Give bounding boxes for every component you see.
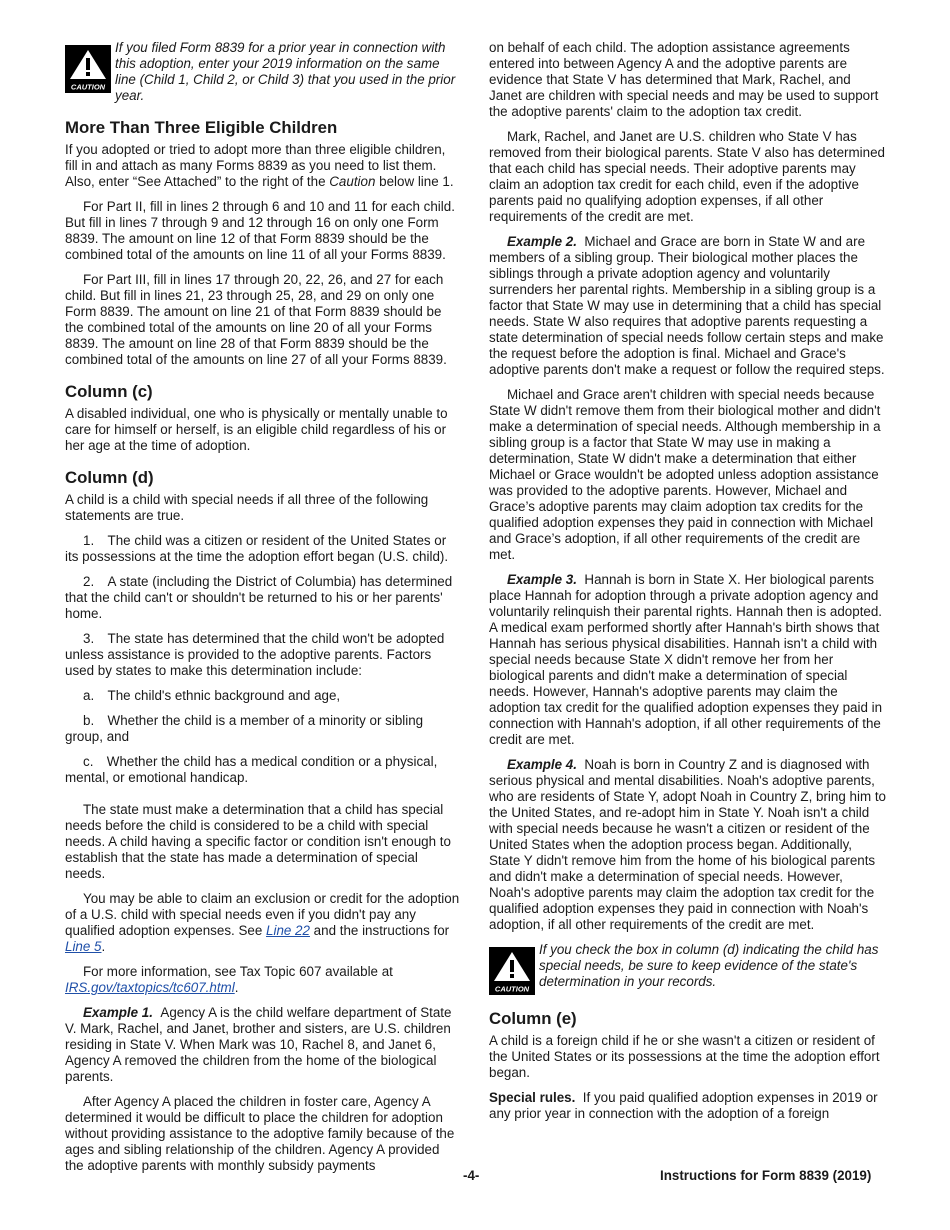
example-1: Example 1. Agency A is the child welfare department of State V. Mark, Rachel, and Janet, brother and sisters, are U.S. children residing in State V. When Mark was 10, Rachel 8, and Janet 6, Agency A removed the children from the home of the biological parents. [65, 1005, 452, 1084]
paragraph: A disabled individual, one who is physically or mentally unable to care for himself or herself, is an eligible child regardless of his or her age at the time of adoption. [65, 406, 448, 453]
heading-more-than-three: More Than Three Eligible Children [65, 118, 338, 137]
heading-column-c: Column (c) [65, 382, 153, 401]
caution-text: If you filed Form 8839 for a prior year in connection with this adoption, enter your 2019 information on the same line (Child 1, Child 2, or Child 3) that you used in the prior year. [115, 40, 456, 103]
example-label: Example 4. [507, 757, 577, 772]
caution-icon-label: CAUTION [494, 984, 530, 994]
example-4: Example 4. Noah is born in Country Z and is diagnosed with serious physical and mental disabilities. Noah's adoptive parents, who are residents of State Y, adopt Noah in Country Z, bring him to the United States, and re-adopt him in State Y. Noah isn't a child with special needs because he wasn't a citizen or resident of the United States when the adoption process began. Additionally, State Y didn't remove him from the home of his biological parents and didn't make a determination of special needs. However, Noah's adoptive parents may claim the adoption tax credit for the qualified adoption expenses they paid in connection with Noah's adoption, if all other requirements of the credit are met. [489, 757, 886, 932]
paragraph: For Part II, fill in lines 2 through 6 and 10 and 11 for each child. But fill in lines 7 through 9 and 12 through 16 on only one Form 8839. The amount on line 12 of that Form 8839 should be the combined total of the amounts on line 11 of all your Forms 8839. [65, 199, 455, 262]
example-3: Example 3. Hannah is born in State X. Her biological parents place Hannah for adoption through a private adoption agency and voluntarily relinquish their parental rights. Hannah then is adopted. A medical exam performed shortly after Hannah's birth shows that Hannah has serious physical disabilities. Hannah isn't a child with special needs because State X didn't remove her from her biological parents and didn't make a determination of special needs. However, Hannah's adoptive parents may claim the adoption tax credit for the qualified adoption expenses they paid in connection with Hannah's adoption, if all other requirements of the credit are met. [489, 572, 883, 747]
list-item: c. Whether the child has a medical condition or a physical, mental, or emotional handicap. [65, 754, 438, 785]
list-item: 3. The state has determined that the child won't be adopted unless assistance is provided to the adoptive parents. Factors used by states to make this determination include: [65, 631, 445, 678]
special-rules-label: Special rules. [489, 1090, 576, 1105]
example-label: Example 3. [507, 572, 577, 587]
left-column [65, 40, 461, 1183]
list-item: 2. A state (including the District of Columbia) has determined that the child can't or shouldn't be returned to his or her parents' home. [65, 574, 453, 621]
heading-column-d: Column (d) [65, 468, 154, 487]
paragraph: You may be able to claim an exclusion or credit for the adoption of a U.S. child with special needs even if you didn't pay any qualified adoption expenses. See Line 22 and the instructions for Line 5. [65, 891, 460, 954]
caution-icon [65, 45, 111, 93]
link-tax-topic-607[interactable]: IRS.gov/taxtopics/tc607.html [65, 980, 235, 995]
paragraph: If you adopted or tried to adopt more than three eligible children, fill in and attach as many Forms 8839 as you need to list them. Also, enter “See Attached” to the right of the Caution below line 1. [65, 142, 454, 189]
caution-text: If you check the box in column (d) indicating the child has special needs, be sure to keep evidence of the state's determination in your records. [539, 942, 879, 989]
paragraph: A child is a foreign child if he or she wasn't a citizen or resident of the United States or its possessions at the time the adoption effort began. [489, 1033, 880, 1080]
paragraph: Mark, Rachel, and Janet are U.S. children who State V has removed from their biological parents. State V also has determined that each child has special needs. Their adoptive parents may claim an adoption tax credit for each child, even if the adoptive parents paid no qualifying adoption expenses, if all other requirements of the credit are met. [489, 129, 885, 224]
right-column [489, 40, 886, 1131]
paragraph: After Agency A placed the children in foster care, Agency A determined it would be difficult to place the children for adoption without providing assistance to the adoptive family because of the ages and sibling relationship of the children. Agency A provided the adoptive parents with monthly subsidy payments [65, 1094, 455, 1173]
caution-note-prior-year [65, 40, 461, 104]
list-item: b. Whether the child is a member of a minority or sibling group, and [65, 713, 424, 744]
example-label: Example 2. [507, 234, 577, 249]
link-line-5[interactable]: Line 5 [65, 939, 102, 954]
paragraph: A child is a child with special needs if all three of the following statements are true. [65, 492, 429, 523]
special-rules: Special rules. If you paid qualified adoption expenses in 2019 or any prior year in connection with the adoption of a foreign [489, 1090, 878, 1121]
paragraph: Michael and Grace aren't children with special needs because State W didn't remove them from their biological mother and didn't make a determination of special needs. Although membership in a sibling group is a factor that State W may use in making a determination, State W didn't make a determination that either Michael or Grace wouldn't be adopted unless adoption assistance was provided to the adoptive parents. However, Michael and Grace’s adoptive parents may claim adoption tax credits for the qualified adoption expenses they paid in connection with Michael and Grace’s adoption, if all other requirements of the credit are met. [489, 387, 881, 562]
page-number: -4- [463, 1168, 480, 1183]
paragraph: For Part III, fill in lines 17 through 20, 22, 26, and 27 for each child. But fill in lines 21, 23 through 25, 28, and 29 on only one Form 8839. The amount on line 21 of that Form 8839 should be the combined total of the amounts on line 20 of all your Forms 8839. The amount on line 28 of that Form 8839 should be the combined total of the amounts on line 27 of all your Forms 8839. [65, 272, 447, 367]
example-label: Example 1. [83, 1005, 153, 1020]
caution-icon-label: CAUTION [70, 82, 106, 92]
paragraph: For more information, see Tax Topic 607 available at IRS.gov/taxtopics/tc607.html. [65, 964, 393, 995]
paragraph: The state must make a determination that a child has special needs before the child is considered to be a child with special needs. A child having a specific factor or condition isn't enough to establish that the state has made a determination of special needs. [65, 802, 451, 881]
list-item: a. The child's ethnic background and age, [83, 688, 341, 703]
list-item: 1. The child was a citizen or resident of the United States or its possessions at the time the adoption effort began (U.S. child). [65, 533, 449, 564]
caution-icon [489, 947, 535, 995]
example-2: Example 2. Michael and Grace are born in State W and are members of a sibling group. Their biological mother places the siblings through a private adoption agency and voluntarily surrenders her parental rights. Membership in a sibling group is a factor that State W may use in determining that a child has special needs. State W also requires that adoptive parents requesting a state determination of special needs follow certain steps and make the request before the adoption is final. Michael and Grace's adoptive parents don't make a request or follow the required steps. [489, 234, 885, 377]
footer-title: Instructions for Form 8839 (2019) [660, 1168, 872, 1183]
caution-note-evidence [489, 942, 886, 995]
heading-column-e: Column (e) [489, 1009, 577, 1028]
paragraph: on behalf of each child. The adoption assistance agreements entered into between Agency A and the adoptive parents are evidence that State V has determined that Mark, Rachel, and Janet are children with special needs and may be used to support the adoptive parents' claim to the adoption tax credit. [489, 40, 879, 119]
link-line-22[interactable]: Line 22 [266, 923, 310, 938]
